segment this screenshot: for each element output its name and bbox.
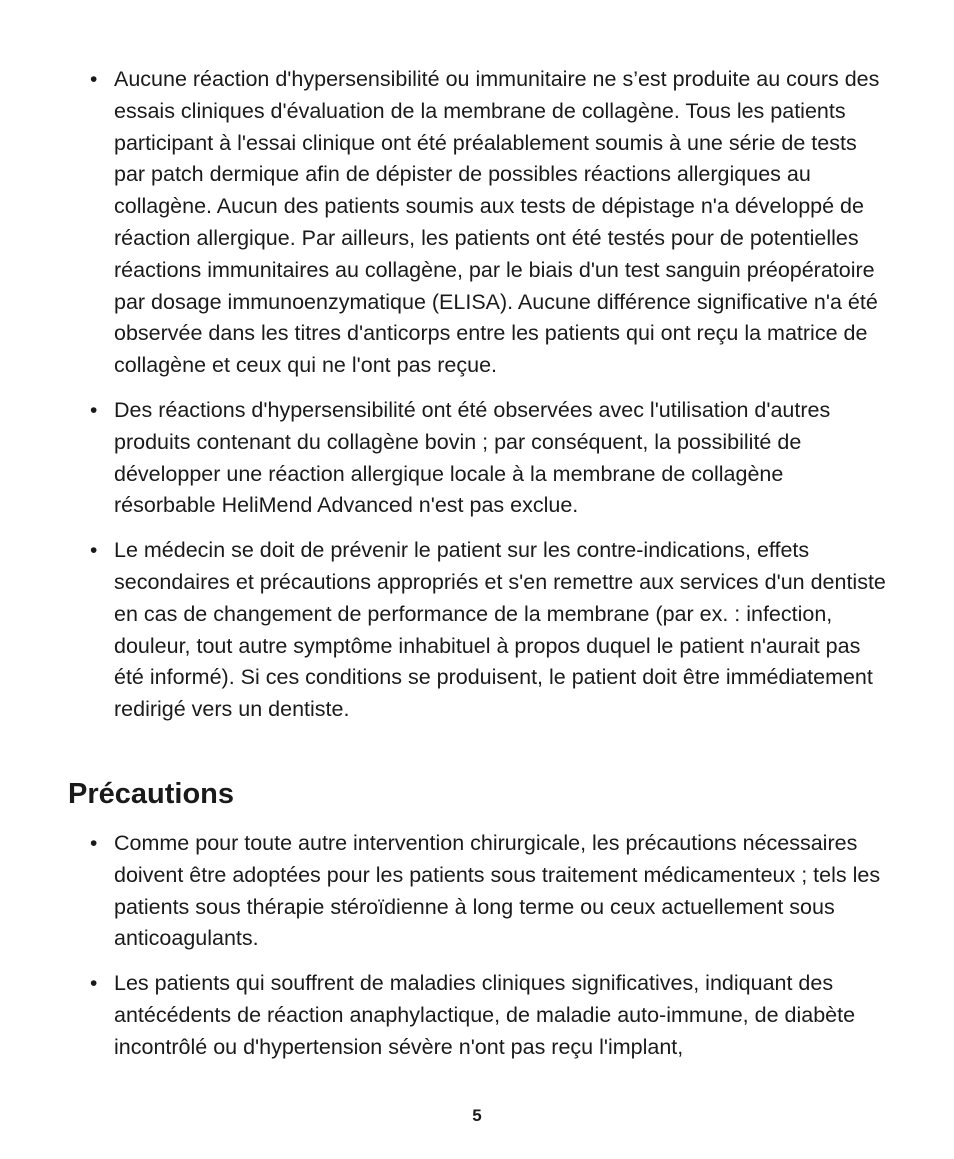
bullet-icon: •: [90, 972, 98, 996]
precautions-list: [90, 828, 890, 1077]
bullet-icon: •: [90, 832, 98, 855]
list-item: [90, 828, 890, 955]
list-item: [90, 535, 890, 726]
list-item: [90, 968, 890, 1063]
list-item: [90, 395, 890, 522]
bullet-icon: •: [90, 398, 98, 422]
section-heading-precautions: Précautions: [68, 778, 234, 810]
list-item-text: Le médecin se doit de prévenir le patient sur les contre-indications, effets secondaires et précautions appropriés et s'en remettre aux services d'un dentiste en cas de changement de performance de la membrane (par ex. : infection, douleur, tout autre symptôme inhabituel à propos duquel le patient n'aurait pas été informé). Si ces conditions se produisent, le patient doit être immédiatement redirigé vers un dentiste.: [114, 538, 886, 722]
page-number: 5: [472, 1106, 482, 1125]
list-item-text: Comme pour toute autre intervention chirurgicale, les précautions nécessaires doivent être adoptées pour les patients sous traitement médicamenteux ; tels les patients sous thérapie stéroïdienne à long terme ou ceux actuellement sous anticoagulants.: [114, 831, 881, 951]
contraindications-list: [90, 64, 890, 739]
list-item-text: Des réactions d'hypersensibilité ont été observées avec l'utilisation d'autres produits contenant du collagène bovin ; par conséquent, la possibilité de développer une réaction allergique locale à la membrane de collagène résorbable HeliMend Advanced n'est pas exclue.: [114, 397, 831, 518]
list-item-text: Les patients qui souffrent de maladies cliniques significatives, indiquant des antécédents de réaction anaphylactique, de maladie auto-immune, de diabète incontrôlé ou d'hypertension sévère n'ont pas reçu l'implant,: [114, 971, 856, 1059]
bullet-icon: •: [90, 68, 98, 91]
bullet-icon: •: [90, 539, 98, 563]
list-item: [90, 64, 890, 382]
list-item-text: Aucune réaction d'hypersensibilité ou immunitaire ne s’est produite au cours des essais cliniques d'évaluation de la membrane de collagène. Tous les patients participant à l'essai clinique ont été préalablement soumis à une série de tests par patch dermique afin de dépister de possibles réactions allergiques au collagène. Aucun des patients soumis aux tests de dépistage n'a développé de réaction allergique. Par ailleurs, les patients ont été testés pour de potentielles réactions immunitaires au collagène, par le biais d'un test sanguin préopératoire par dosage immunoenzymatique (ELISA). Aucune différence significative n'a été observée dans les titres d'anticorps entre les patients qui ont reçu la matrice de collagène et ceux qui ne l'ont pas reçue.: [114, 67, 880, 378]
